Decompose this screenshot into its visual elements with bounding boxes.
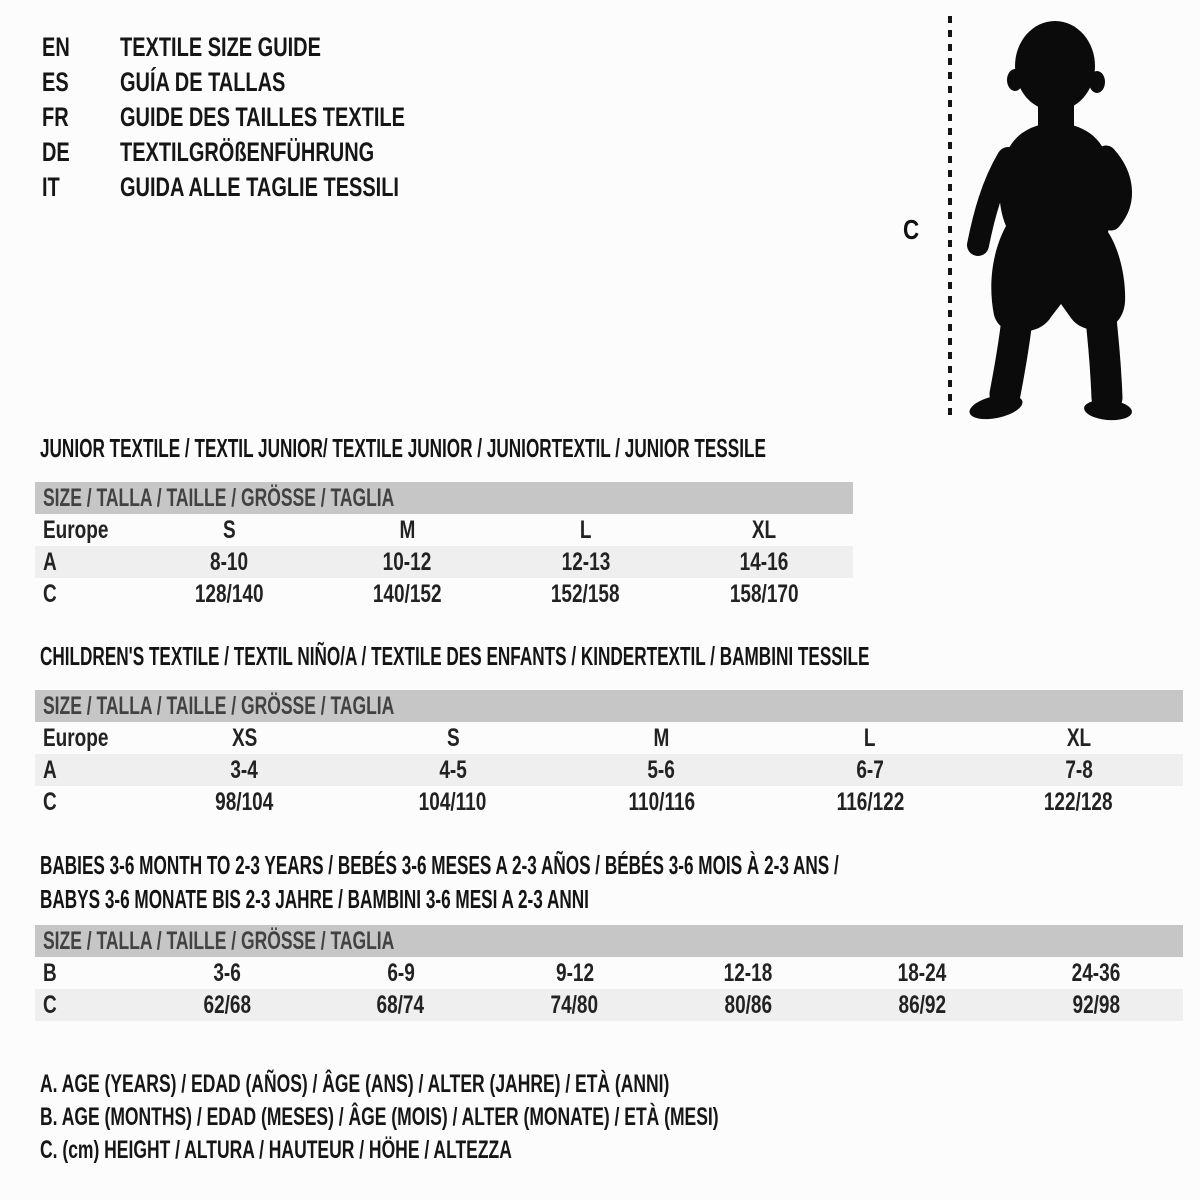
junior-size-header-bar [35,482,853,514]
row-label: Europe [43,515,109,544]
height-cell: 140/152 [373,579,442,608]
age-cell: 7-8 [1064,755,1093,784]
row-label: Europe [43,723,109,752]
children-size-table [35,690,1183,818]
language-row-fr [42,100,505,135]
language-code: EN [42,32,70,62]
height-cell: 92/98 [1072,990,1120,1019]
language-code: DE [42,137,70,167]
size-header-label: SIZE / TALLA / TAILLE / GRÖSSE / TAGLIA [43,483,395,512]
height-cell: 158/170 [729,579,799,608]
babies-section-title-line2: BABYS 3-6 MONATE BIS 2-3 JAHRE / BAMBINI 3-6 MESI A 2-3 ANNI [40,884,589,914]
height-cell: 104/110 [419,787,487,816]
table-row [35,514,853,546]
table-row [35,989,1183,1021]
table-row [35,578,853,610]
language-row-de [42,135,505,170]
junior-size-table [35,482,853,610]
row-label: B [43,958,57,987]
size-cell: L [579,515,592,544]
language-title: TEXTILE SIZE GUIDE [120,32,321,62]
table-row [35,546,853,578]
height-cell: 98/104 [215,787,274,816]
children-size-header-bar [35,690,1183,722]
legend-line-a: A. AGE (YEARS) / EDAD (AÑOS) / ÂGE (ANS) / ALTER (JAHRE) / ETÀ (ANNI) [40,1070,670,1098]
size-cell: M [653,723,670,752]
size-cell: L [864,723,876,752]
silhouette-head [1015,21,1095,111]
language-title: GUIDE DES TAILLES TEXTILE [120,102,405,132]
height-cell: 74/80 [550,990,599,1019]
age-cell: 18-24 [897,958,947,987]
silhouette-leg-left [1005,310,1018,394]
height-cell: 122/128 [1044,787,1114,816]
size-cell: S [446,723,460,752]
table-row [35,786,1183,818]
language-code: FR [42,102,69,132]
age-cell: 6-9 [387,958,415,987]
height-measure-dashed-line [948,16,952,416]
size-cell: S [222,515,236,544]
babies-size-header-bar [35,925,1183,957]
row-label: A [43,547,57,576]
size-cell: M [399,515,416,544]
age-cell: 12-13 [561,547,610,576]
table-row [35,754,1183,786]
size-header-label: SIZE / TALLA / TAILLE / GRÖSSE / TAGLIA [43,691,395,720]
row-label: C [43,787,57,816]
row-label: C [43,990,57,1019]
height-cell: 80/86 [724,990,773,1019]
language-row-en [42,30,505,65]
language-title: GUIDA ALLE TAGLIE TESSILI [120,172,399,202]
age-cell: 6-7 [856,755,884,784]
silhouette-leg-right [1100,310,1107,398]
size-header-label: SIZE / TALLA / TAILLE / GRÖSSE / TAGLIA [43,926,395,955]
height-cell: 62/68 [203,990,251,1019]
age-cell: 24-36 [1071,958,1121,987]
age-cell: 12-18 [724,958,773,987]
age-cell: 4-5 [439,755,467,784]
junior-section-title: JUNIOR TEXTILE / TEXTIL JUNIOR/ TEXTILE JUNIOR / JUNIORTEXTIL / JUNIOR TESSILE [40,433,766,463]
language-code: IT [42,172,60,202]
age-cell: 3-6 [213,958,241,987]
size-cell: XL [751,515,777,544]
age-cell: 10-12 [383,547,432,576]
babies-size-table [35,925,1183,1021]
height-measure-label: C [903,214,920,245]
size-cell: XL [1066,723,1091,752]
language-code: ES [42,67,69,97]
children-section-title: CHILDREN'S TEXTILE / TEXTIL NIÑO/A / TEXTILE DES ENFANTS / KINDERTEXTIL / BAMBINI TESSILE [40,641,870,671]
row-label: C [43,579,57,608]
silhouette-foot-right [1083,398,1133,422]
language-title: TEXTILGRÖßENFÜHRUNG [120,137,375,167]
size-cell: XS [231,723,257,752]
legend-line-b: B. AGE (MONTHS) / EDAD (MESES) / ÂGE (MOIS) / ALTER (MONATE) / ETÀ (MESI) [40,1103,719,1131]
height-cell: 86/92 [898,990,946,1019]
language-title: GUÍA DE TALLAS [120,67,286,97]
age-cell: 5-6 [647,755,676,784]
height-cell: 110/116 [628,787,695,816]
measurement-legend [40,1068,1009,1167]
age-cell: 9-12 [555,958,594,987]
age-cell: 3-4 [230,755,259,784]
babies-section-title-line1: BABIES 3-6 MONTH TO 2-3 YEARS / BEBÉS 3-6 MESES A 2-3 AÑOS / BÉBÉS 3-6 MOIS À 2-3 ANS / [40,850,839,880]
language-list [42,30,505,205]
legend-line-c: C. (cm) HEIGHT / ALTURA / HAUTEUR / HÖHE / ALTEZZA [40,1136,512,1164]
table-row [35,957,1183,989]
height-cell: 152/158 [551,579,620,608]
language-row-it [42,170,505,205]
age-cell: 14-16 [739,547,789,576]
language-row-es [42,65,505,100]
age-cell: 8-10 [210,547,249,576]
toddler-silhouette-icon [958,10,1143,422]
height-cell: 116/122 [836,787,904,816]
height-cell: 68/74 [376,990,425,1019]
table-row [35,722,1183,754]
row-label: A [43,755,57,784]
height-cell: 128/140 [194,579,264,608]
